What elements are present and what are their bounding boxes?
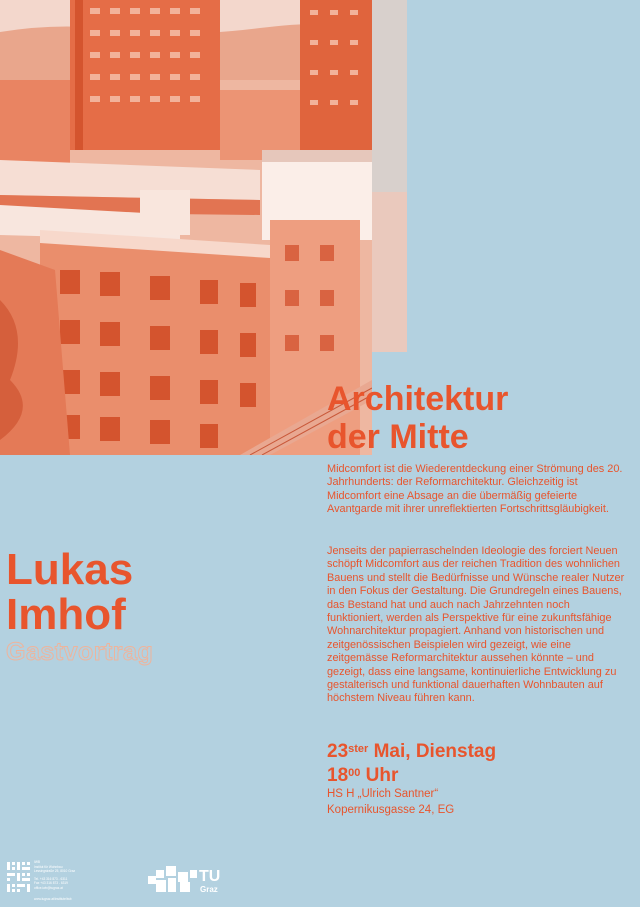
photo-extension-mid [372,192,407,352]
event-date [327,740,496,764]
venue-address: Kopernikusgasse 24, EG [327,804,455,816]
event-day: 23 [327,741,349,762]
building-photo-illustration [0,0,372,455]
event-time [327,764,496,788]
institute-logo [7,862,31,897]
event-date-time [327,740,496,788]
event-type: Gastvortrag [6,638,154,666]
event-minutes: 00 [348,767,361,779]
tu-logo-city: Graz [200,885,218,894]
institute-website: www.tugraz.at/institute/iwb [34,897,72,901]
event-hour: 18 [327,765,349,786]
institute-email: office.iwb@tugraz.at [34,885,63,890]
page-title [327,380,508,456]
institute-code: IWB [34,860,41,864]
institute-fax: Fax +43 316 873 - 6319 [34,881,68,886]
speaker-first-name: Lukas [6,545,134,594]
institute-phone: Tel. +43 316 873 - 6311 [34,876,68,881]
event-date-rest: Mai, Dienstag [368,741,497,762]
title-line-2: der Mitte [327,418,469,456]
institute-address: Lessingstraße 25, 8010 Graz [34,869,76,874]
tu-graz-logo [148,866,198,899]
institute-contact [34,860,154,891]
intro-paragraph: Midcomfort ist die Wiederentdeckung einer Strömung des 20. Jahrhunderts: der Reformarchitektur. Gleichzeitig ist Midcomfort eine Absage an die übermäßig gefeierte Avantgarde mit ihrer unreflektierten Fortschrittsgläubigkeit. [327,463,623,516]
event-time-rest: Uhr [360,765,399,786]
speaker-name [6,547,133,637]
photo-extension-top [372,0,407,192]
building-photo [0,0,372,455]
title-line-1: Architektur [327,380,509,418]
speaker-last-name: Imhof [6,590,126,639]
tu-logo-text: TU [199,868,221,885]
institute-name: Institut für Wohnbau [34,864,63,869]
description-paragraph: Jenseits der papierraschelnden Ideologie des forciert Neuen schöpft Midcomfort aus der reichen Tradition des wohnlichen Bauens und stellt die Bedürfnisse und Wünsche realer Nutzer in den Fokus der Gestaltung. Die Grundregeln eines Bauens, das Bestand hat und auch nach Jahrzehnten noch funktioniert, werden als Perspektive für eine zukunftsfähige Wohnarchitektur propagiert. Anhand von historischen und zeitgenössischen Beispielen wird gezeigt, wie eine zeitgemässe Reformarchitektur aussehen könnte – und gezeigt, dass eine langsame, kontinuierliche Entwicklung zu gestalterisch und funktional dauerhaften Wohnbauten auf höchstem Niveau führen kann. [327,545,625,705]
event-day-suffix: ster [348,743,369,755]
event-venue [327,786,454,818]
venue-room: HS H „Ulrich Santner“ [327,788,439,800]
